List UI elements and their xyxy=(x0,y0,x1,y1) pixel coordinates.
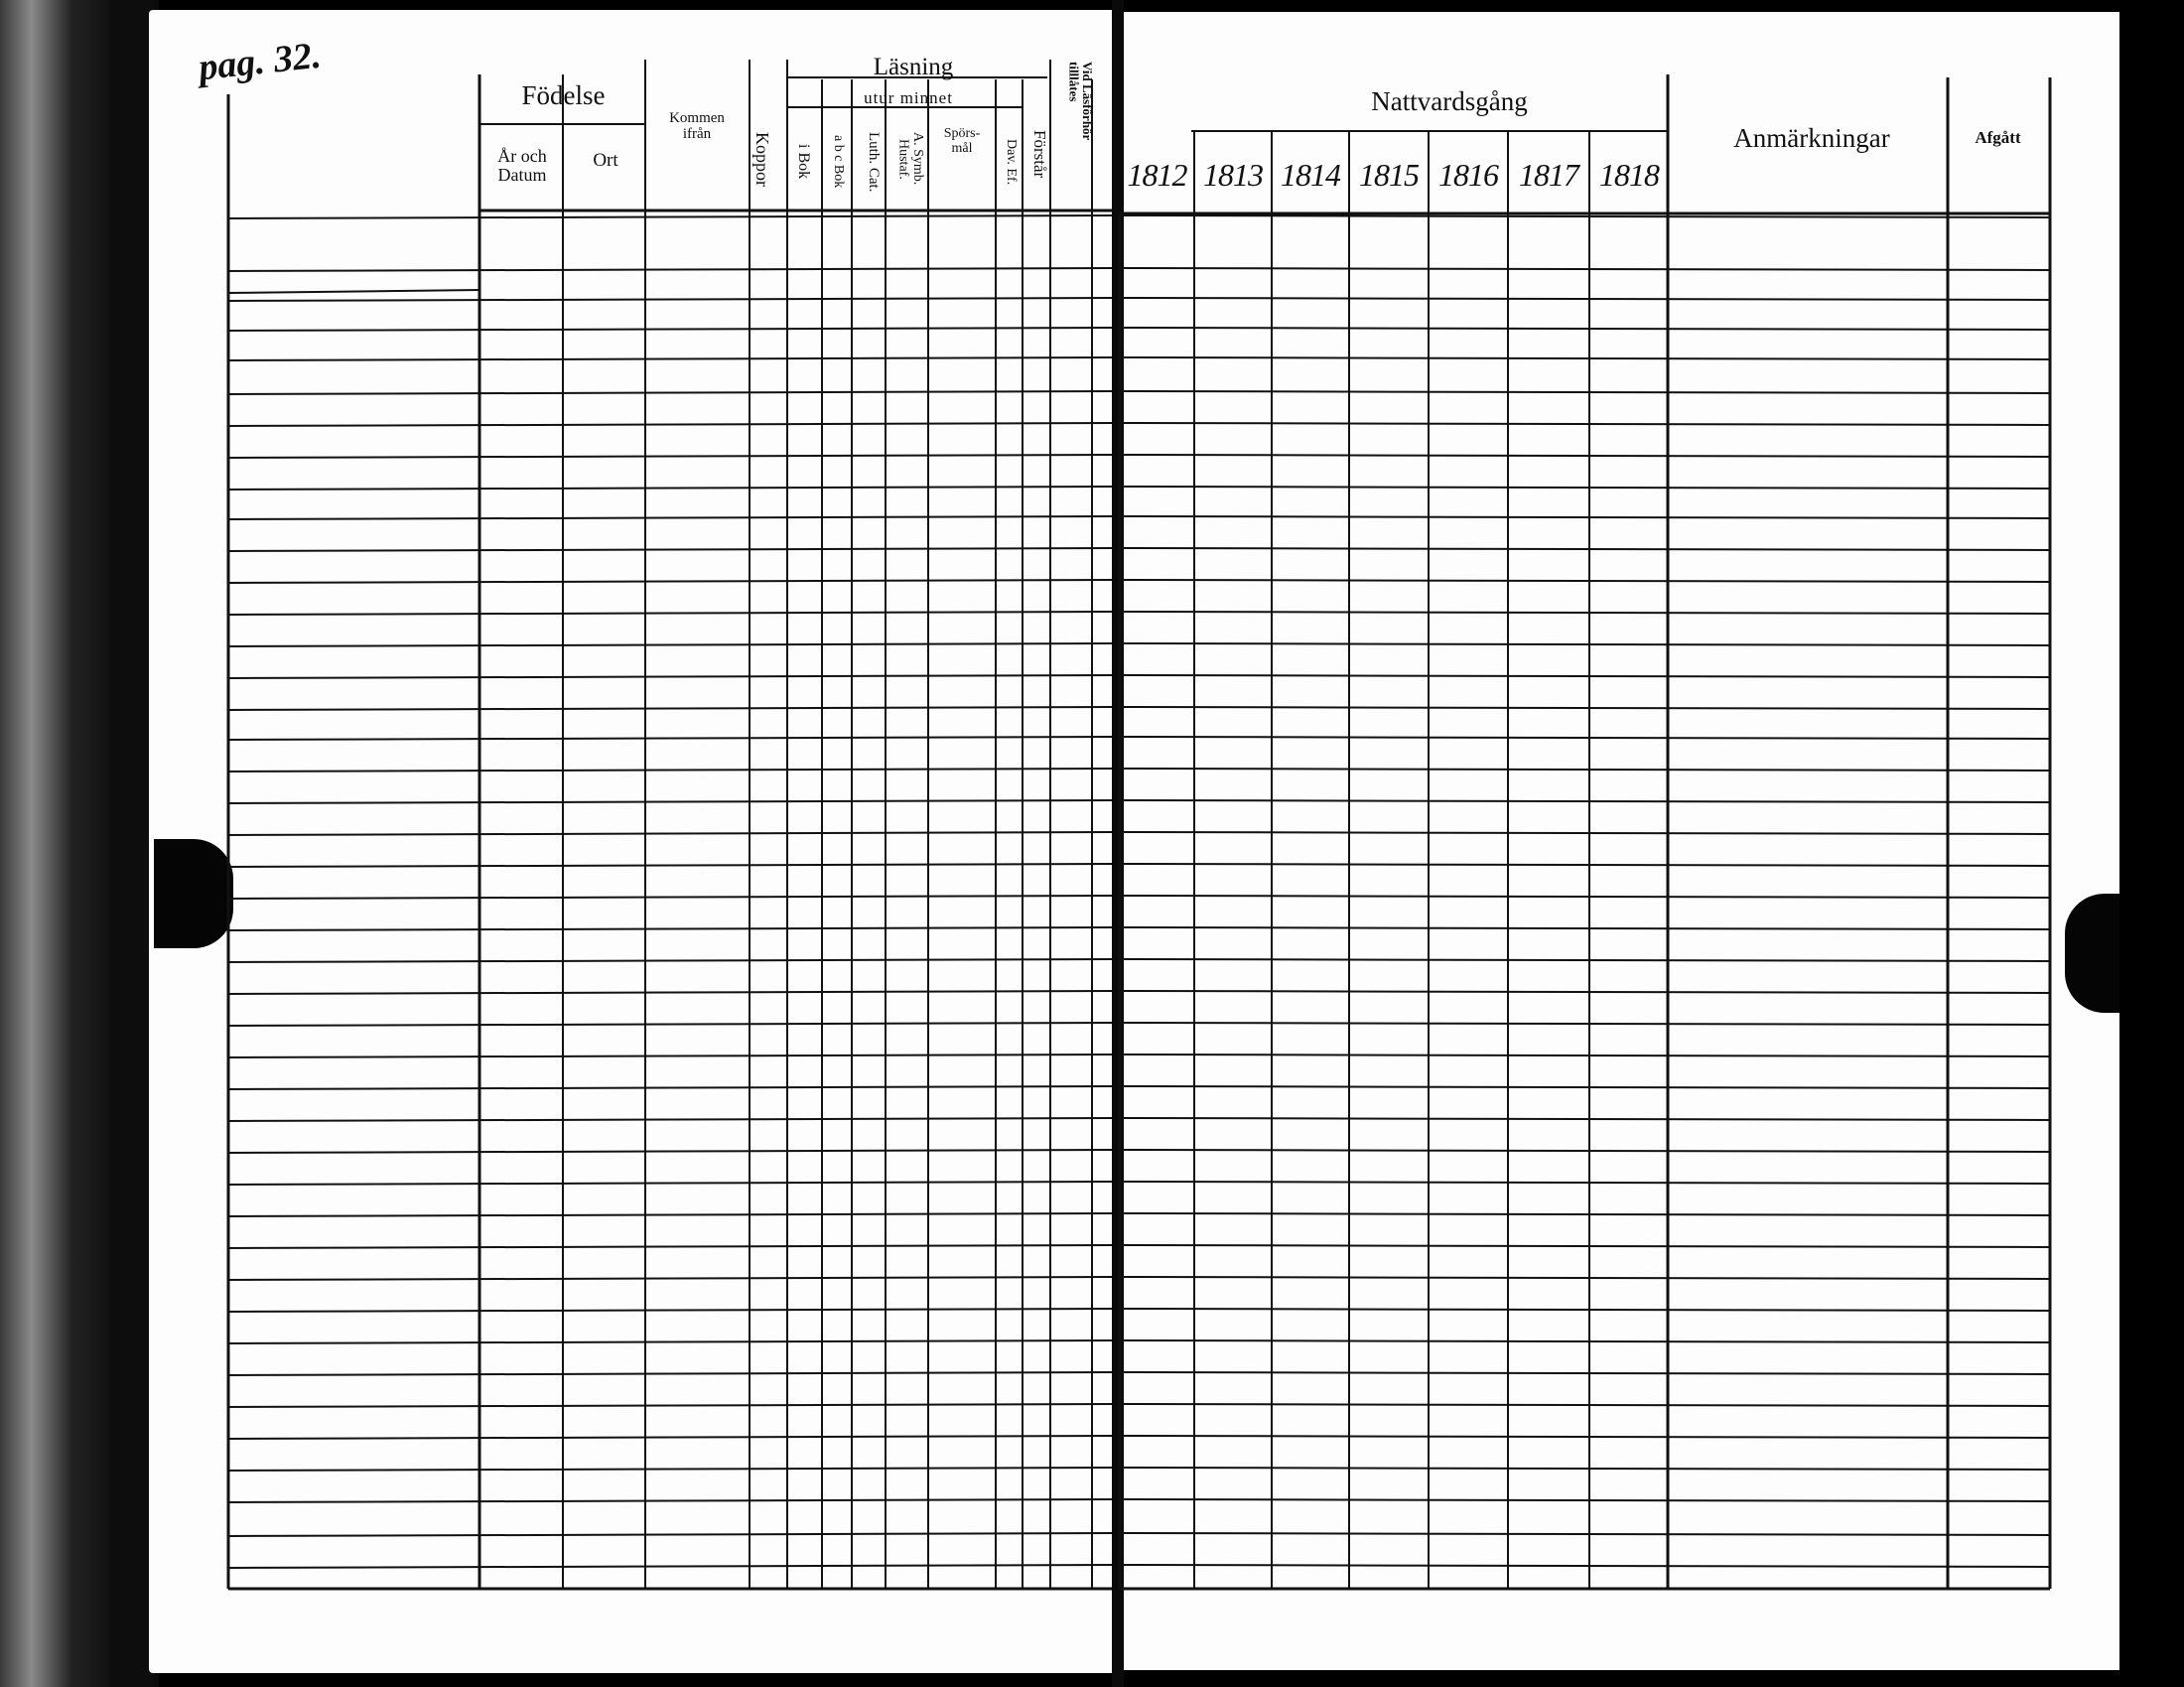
row-rule xyxy=(228,1023,1112,1026)
row-rule xyxy=(1120,1213,2050,1215)
row-rule xyxy=(1120,516,2050,518)
row-rule xyxy=(228,612,1112,615)
row-rule xyxy=(1120,769,2050,771)
row-rule xyxy=(1120,357,2050,359)
row-rule xyxy=(228,864,1112,867)
row-rule xyxy=(228,268,1112,271)
row-rule xyxy=(1120,1054,2050,1056)
row-rule xyxy=(228,1565,1112,1568)
row-rule xyxy=(228,769,1112,772)
row-rule xyxy=(1120,215,2050,217)
row-rule xyxy=(1120,959,2050,961)
row-rule xyxy=(1120,1340,2050,1342)
year-1817: 1817 xyxy=(1519,157,1578,193)
row-rule xyxy=(228,1436,1112,1439)
row-rule xyxy=(228,1182,1112,1185)
birth-place-header: Ort xyxy=(593,150,618,171)
communion-admitted-header: Vid Läsförhör tilllåtes xyxy=(1066,62,1095,141)
row-rule xyxy=(1120,643,2050,645)
dav-header: Dav. Ef. xyxy=(1004,138,1019,186)
remarks-header: Anmärkningar xyxy=(1733,123,1890,153)
year-1818: 1818 xyxy=(1599,157,1659,193)
row-rule xyxy=(1120,737,2050,739)
birth-date-header: År och Datum xyxy=(497,146,547,185)
in-book-header: i Bok xyxy=(795,144,812,180)
row-rule xyxy=(1120,1182,2050,1184)
row-rule xyxy=(228,1086,1112,1089)
row-rule xyxy=(228,548,1112,551)
questions-header: Spörs- mål xyxy=(943,126,981,156)
reading-header: Läsning xyxy=(873,54,954,80)
row-rule xyxy=(1120,1468,2050,1470)
row-rule xyxy=(1120,580,2050,582)
row-rule xyxy=(228,832,1112,835)
row-rule xyxy=(228,1468,1112,1471)
row-rule xyxy=(228,391,1112,394)
row-rule xyxy=(228,927,1112,930)
understanding-header: Förstår xyxy=(1030,129,1049,179)
row-rule xyxy=(228,516,1112,519)
row-rule xyxy=(228,1309,1112,1312)
row-rule xyxy=(228,800,1112,803)
row-rule xyxy=(228,357,1112,360)
row-rule xyxy=(1120,423,2050,425)
row-rule xyxy=(1120,800,2050,802)
year-1813: 1813 xyxy=(1203,157,1263,193)
row-rule xyxy=(228,487,1112,490)
row-rule xyxy=(1120,1150,2050,1152)
name-row-rule xyxy=(228,290,479,293)
row-rule xyxy=(1120,1309,2050,1311)
row-rule xyxy=(1120,1118,2050,1120)
from-memory-header: utur minnet xyxy=(864,88,953,107)
row-rule xyxy=(1120,1436,2050,1438)
row-rule xyxy=(228,215,1112,218)
row-rule xyxy=(1120,927,2050,929)
row-rule xyxy=(1120,1023,2050,1025)
departed-header: Afgått xyxy=(1975,128,2021,147)
row-rule xyxy=(1120,391,2050,393)
row-rule xyxy=(228,1118,1112,1121)
row-rule xyxy=(1120,675,2050,677)
row-rule xyxy=(228,423,1112,426)
row-rule xyxy=(228,1213,1112,1216)
row-rule xyxy=(228,1054,1112,1057)
row-rule xyxy=(1120,832,2050,834)
row-rule xyxy=(1120,1372,2050,1374)
row-rule xyxy=(1120,1404,2050,1406)
row-rule xyxy=(228,643,1112,646)
row-rule xyxy=(1120,864,2050,866)
row-rule xyxy=(228,580,1112,583)
row-rule xyxy=(1120,268,2050,270)
row-rule xyxy=(1120,1565,2050,1567)
row-rule xyxy=(228,959,1112,962)
row-rule xyxy=(228,328,1112,331)
row-rule xyxy=(228,896,1112,899)
communion-header: Nattvardsgång xyxy=(1371,86,1528,116)
row-rule xyxy=(1120,1245,2050,1247)
came-from-header: Kommen ifrån xyxy=(669,110,725,142)
year-1814: 1814 xyxy=(1281,157,1340,193)
year-1816: 1816 xyxy=(1438,157,1498,193)
row-rule xyxy=(228,1404,1112,1407)
row-rule xyxy=(228,1340,1112,1343)
row-rule xyxy=(228,1499,1112,1502)
year-1815: 1815 xyxy=(1359,157,1419,193)
row-rule xyxy=(1120,1086,2050,1088)
row-rule xyxy=(1120,487,2050,489)
row-rule xyxy=(1120,1533,2050,1535)
row-rule xyxy=(1120,548,2050,550)
smallpox-header: Koppor xyxy=(752,131,772,187)
luther-catechism-header: Luth. Cat. xyxy=(866,131,882,193)
row-rule xyxy=(1120,896,2050,898)
row-rule xyxy=(1120,1499,2050,1501)
birth-header: Födelse xyxy=(521,80,606,110)
row-rule xyxy=(228,707,1112,710)
symbolic-book-header: A. Symb. Hustaf. xyxy=(895,132,925,186)
row-rule xyxy=(228,1533,1112,1536)
row-rule xyxy=(228,737,1112,740)
row-rule xyxy=(1120,1277,2050,1279)
row-rule xyxy=(1120,612,2050,614)
row-rule xyxy=(228,675,1112,678)
row-rule xyxy=(228,298,1112,301)
page-number: pag. 32. xyxy=(197,34,324,89)
row-rule xyxy=(1120,298,2050,300)
row-rule xyxy=(228,1245,1112,1248)
year-1812: 1812 xyxy=(1127,157,1187,193)
row-rule xyxy=(228,455,1112,458)
row-rule xyxy=(1120,991,2050,993)
row-rule xyxy=(228,1277,1112,1280)
row-rule xyxy=(228,1372,1112,1375)
row-rule xyxy=(1120,328,2050,330)
abc-book-header: a b c Bok xyxy=(831,134,846,189)
row-rule xyxy=(1120,707,2050,709)
row-rule xyxy=(228,991,1112,994)
row-rule xyxy=(1120,455,2050,457)
row-rule xyxy=(228,1150,1112,1153)
